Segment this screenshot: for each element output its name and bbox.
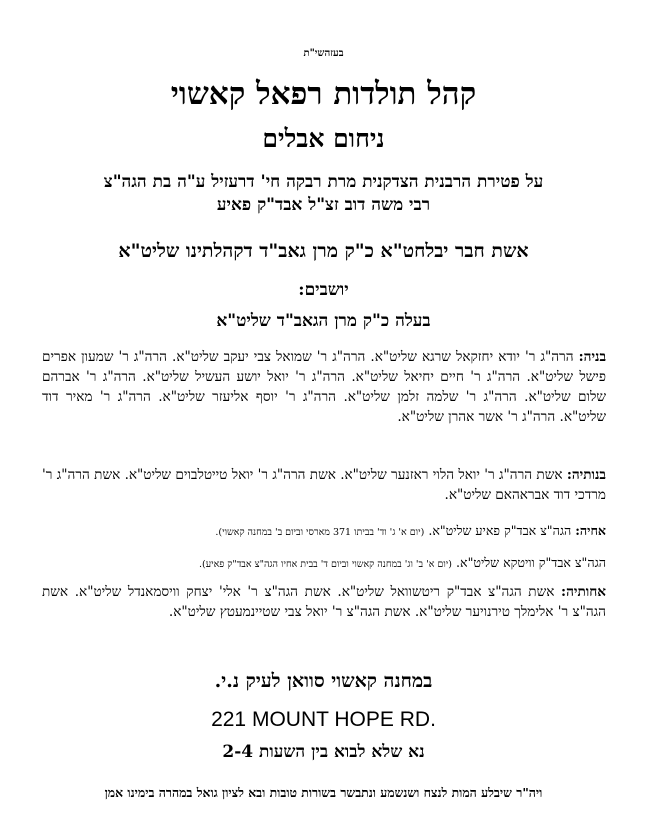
closing-blessing: ויה"ר שיבלע המות לנצח ושנשמע ונתבשר בשורות טובות ובא לציון גואל במהרה בימינו אמן bbox=[104, 785, 543, 800]
daughters-label: בנותיה: bbox=[566, 467, 606, 483]
page-title: קהל תולדות רפאל קאשוי bbox=[170, 76, 477, 112]
brother-label: אחיה: bbox=[575, 523, 606, 538]
daughters-text: אשת הרה"ג ר' יואל הלוי ראזנער שליט"א. אשת הרה"ג ר' יואל טייטלבוים שליט"א. אשת הרה"ג ר' מרדכי דוד אבראהאם שליט"א. bbox=[42, 467, 606, 503]
sisters-text: אשת הגה"צ אבד"ק ריטשוואל שליט"א. אשת הגה"צ ר' אלי' יצחק וויסמאנדל שליט"א. אשת הגה"צ ר' אלימלך טירנויער שליט"א. אשת הגה"צ ר' יואל צבי שטיינמעטץ שליט"א. bbox=[42, 584, 606, 620]
brother1-text: הגה"צ אבד"ק פאיע שליט"א. bbox=[428, 523, 572, 538]
daughters-paragraph bbox=[42, 465, 606, 505]
street-address: 221 MOUNT HOPE RD. bbox=[211, 708, 436, 731]
sisters-paragraph bbox=[42, 582, 606, 622]
sons-label: בניה: bbox=[578, 349, 606, 365]
sisters-label: אחותיה: bbox=[561, 584, 606, 600]
brother2-text: הגה"צ אבד"ק וויטקא שליט"א. bbox=[456, 555, 606, 570]
camp-location: במחנה קאשוי סוואן לעיק נ.י. bbox=[214, 670, 433, 692]
husband-line: בעלה כ"ק מרן הגאב"ד שליט"א bbox=[216, 311, 431, 331]
sons-paragraph bbox=[42, 347, 606, 427]
announcement-line-1: על פטירת הרבנית הצדקנית מרת רבקה חי' דרעזיל ע"ה בת הגה"צ bbox=[103, 172, 544, 192]
sons-text: הרה"ג ר' יודא יחזקאל שרגא שליט"א. הרה"ג ר' שמואל צבי יעקב שליט"א. הרה"ג ר' שמעון אפרים פישל שליט"א. הרה"ג ר' חיים יחיאל שליט"א. הרה"ג ר' יואל יושע העשיל שליט"א. הרה"ג ר' אברהם שלום שליט"א. הרה"ג ר' שלמה זלמן שליט"א. הרה"ג ר' יוסף אליעזר שליט"א. הרה"ג ר' מאיר דוד שליט"א. הרה"ג ר' אשר אהרן שליט"א. bbox=[42, 349, 606, 425]
sitting-heading: יושבים: bbox=[298, 280, 349, 300]
brother-paragraph-1 bbox=[42, 521, 606, 543]
visiting-hours-note: נא שלא לבוא בין השעות 2-4 bbox=[222, 742, 425, 762]
brother-paragraph-2 bbox=[42, 553, 606, 575]
page-subtitle: ניחום אבלים bbox=[262, 124, 385, 153]
brother2-note: (יום א' ב' וג' במחנה קאשוי וביום ד' בבית אחיו הגה"צ אבד"ק פאיע). bbox=[198, 559, 452, 570]
wife-of-line: אשת חבר יבלחט"א כ"ק מרן גאב"ד דקהלתינו שליט"א bbox=[118, 240, 529, 262]
bezh-header: בעזהשי"ת bbox=[303, 48, 344, 59]
announcement-line-2: רבי משה דוב זצ"ל אבד"ק פאיע bbox=[216, 195, 431, 215]
brother1-note: (יום א' ג' וד' בביתו 371 מארסי וביום ב' במחנה קאשוי). bbox=[215, 527, 425, 538]
